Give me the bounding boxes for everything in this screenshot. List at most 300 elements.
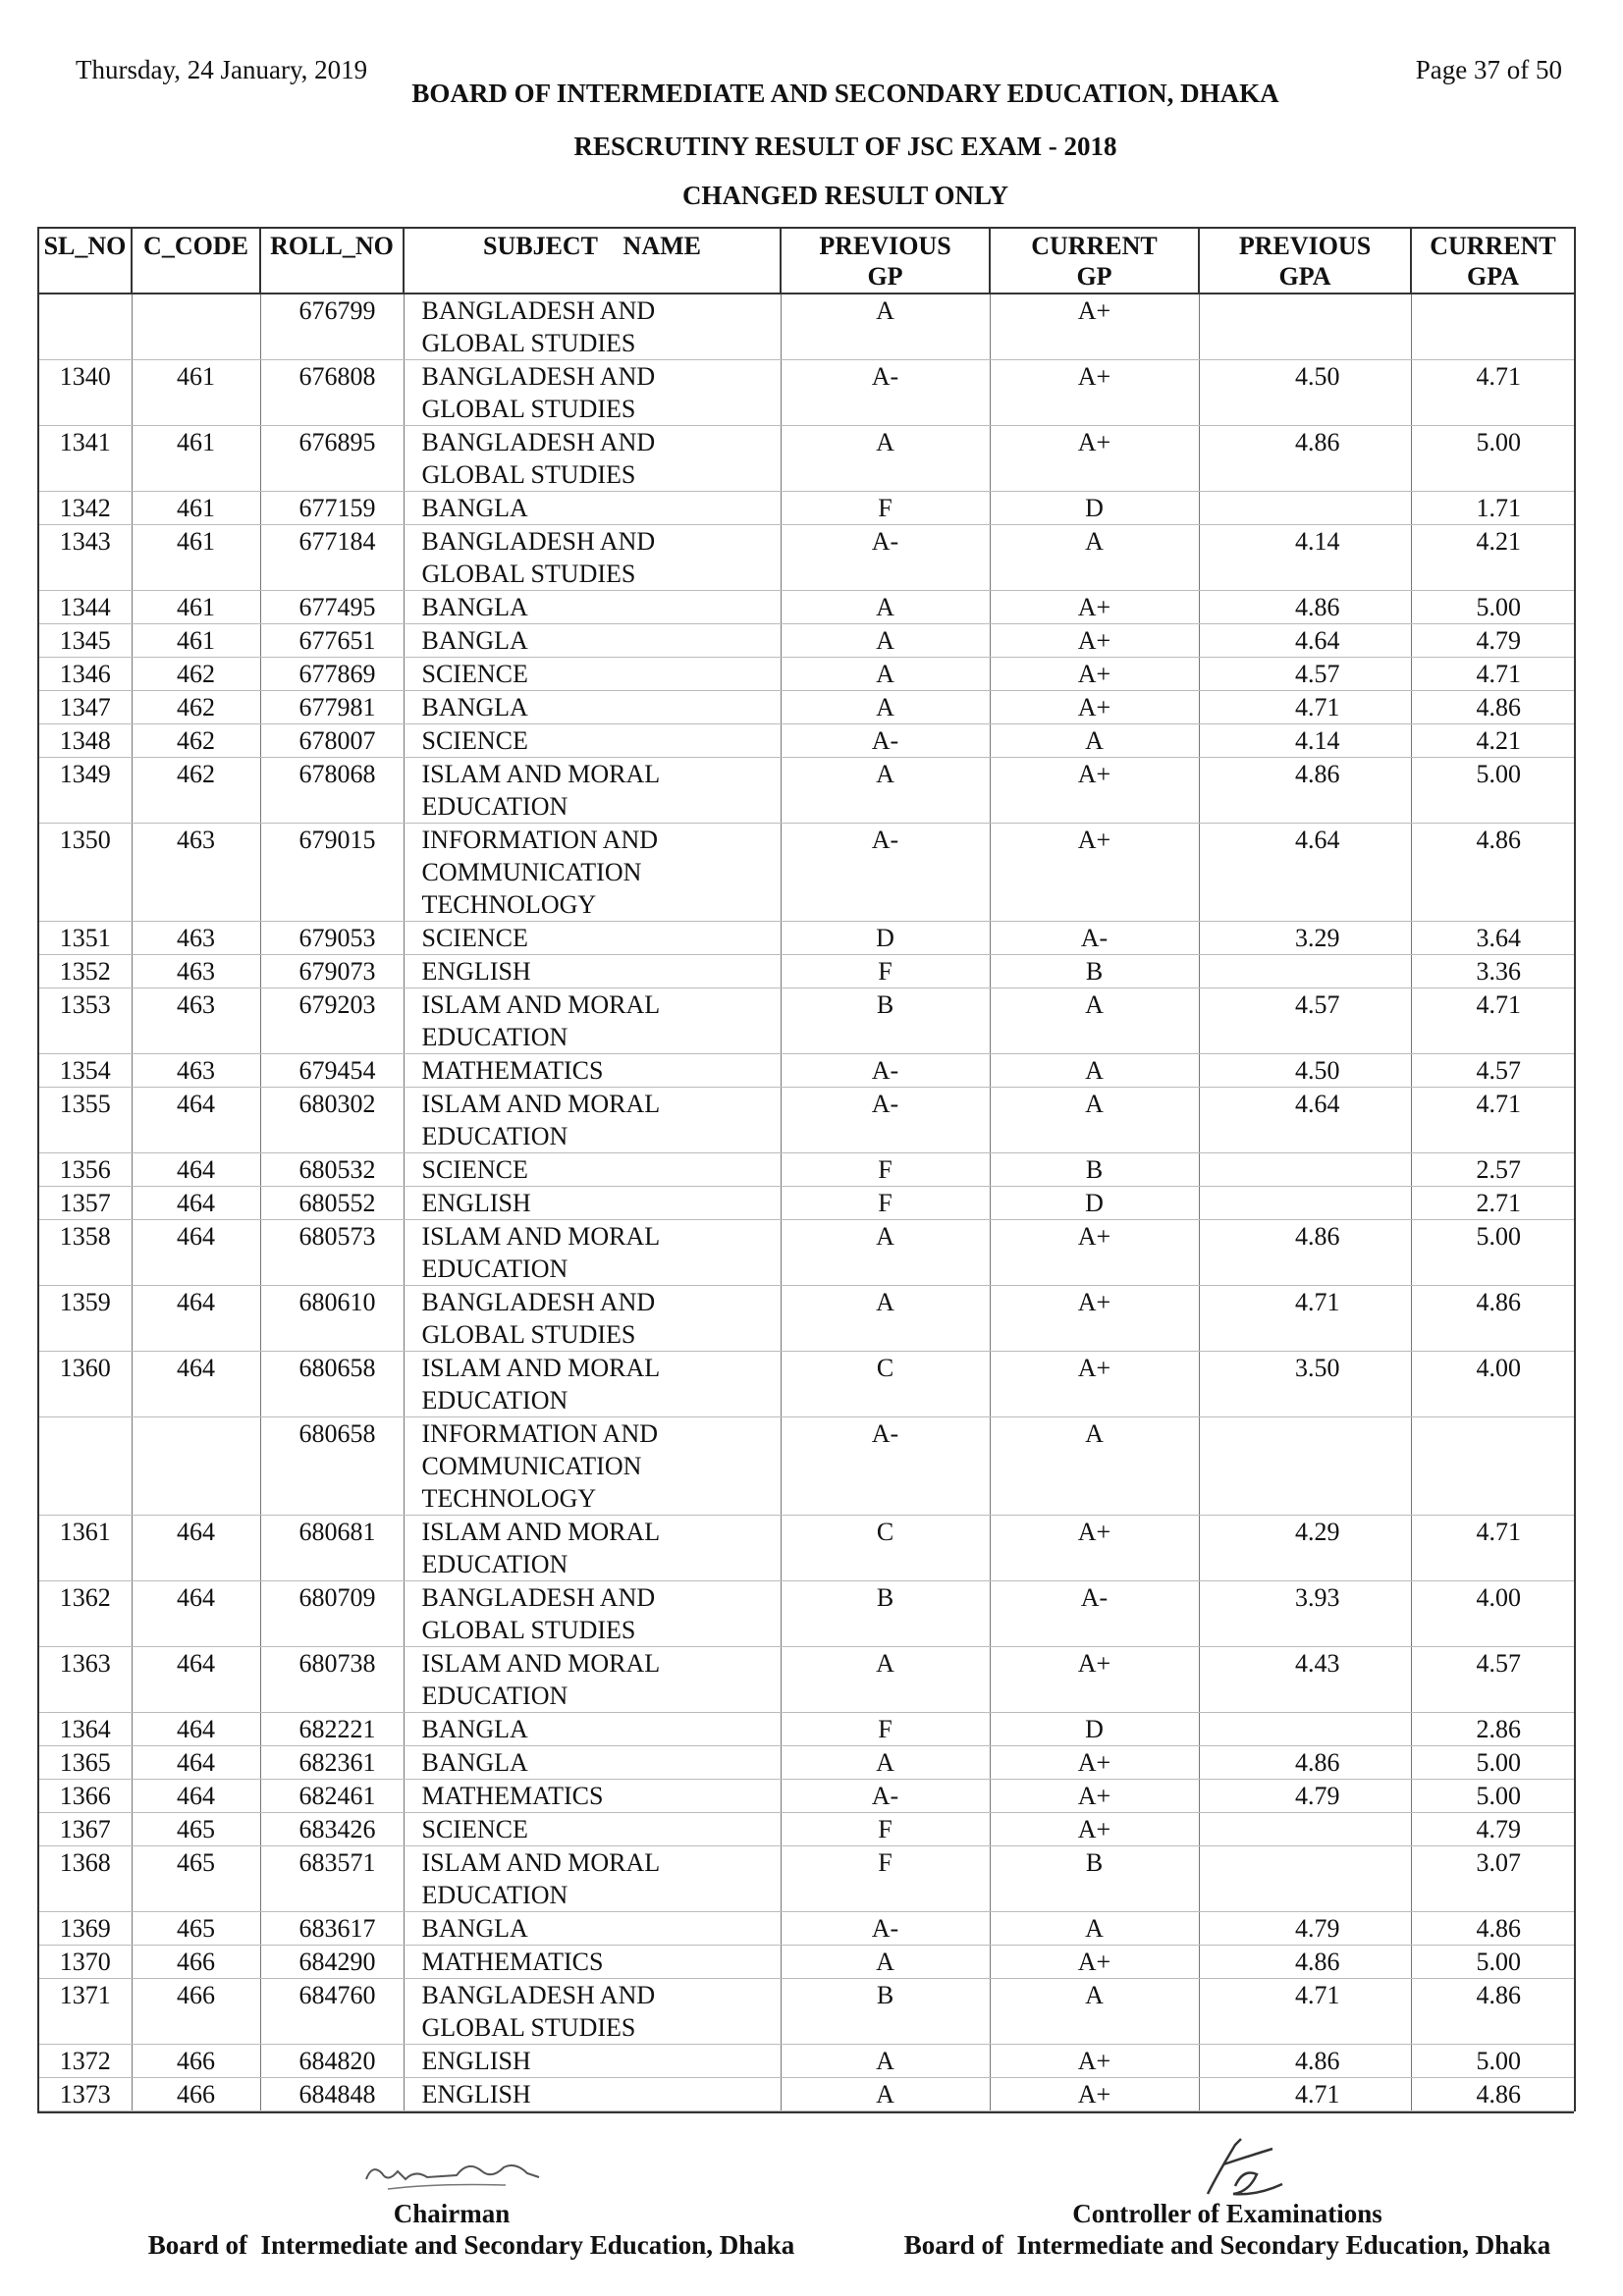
previous-gpa-cell: 4.43 bbox=[1199, 1647, 1411, 1713]
sl-no-cell: 1351 bbox=[38, 922, 132, 955]
roll-no-cell: 679203 bbox=[260, 988, 404, 1054]
previous-gpa-cell bbox=[1199, 294, 1411, 360]
subject-name-cell bbox=[404, 1746, 781, 1780]
c-code-cell: 466 bbox=[132, 1979, 260, 2045]
current-gp-cell: A+ bbox=[990, 591, 1199, 624]
previous-gpa-cell bbox=[1199, 1153, 1411, 1187]
previous-gpa-cell: 4.86 bbox=[1199, 1746, 1411, 1780]
subject-name-line: ISLAM AND MORAL bbox=[421, 1222, 661, 1251]
previous-gp-cell: F bbox=[781, 955, 990, 988]
table-row bbox=[38, 492, 1575, 525]
previous-gpa-cell: 4.64 bbox=[1199, 824, 1411, 922]
current-gpa-cell: 5.00 bbox=[1411, 1220, 1575, 1286]
sl-no-cell: 1352 bbox=[38, 955, 132, 988]
sl-no-cell bbox=[38, 1417, 132, 1516]
current-gpa-cell: 5.00 bbox=[1411, 758, 1575, 824]
previous-gp-cell: A bbox=[781, 1746, 990, 1780]
current-gpa-cell: 5.00 bbox=[1411, 2045, 1575, 2078]
roll-no-cell: 680610 bbox=[260, 1286, 404, 1352]
previous-gp-cell: B bbox=[781, 1581, 990, 1647]
current-gpa-cell: 4.79 bbox=[1411, 1813, 1575, 1846]
subject-name-line: BANGLADESH AND bbox=[421, 527, 656, 556]
table-row bbox=[38, 1912, 1575, 1946]
table-row bbox=[38, 1187, 1575, 1220]
current-gpa-cell bbox=[1411, 1417, 1575, 1516]
table-row bbox=[38, 824, 1575, 922]
sl-no-cell: 1358 bbox=[38, 1220, 132, 1286]
previous-gp-cell: F bbox=[781, 1187, 990, 1220]
previous-gpa-cell: 4.71 bbox=[1199, 1979, 1411, 2045]
previous-gp-cell: B bbox=[781, 988, 990, 1054]
roll-no-cell: 679454 bbox=[260, 1054, 404, 1088]
roll-no-cell: 682461 bbox=[260, 1780, 404, 1813]
previous-gp-cell: A bbox=[781, 691, 990, 724]
current-gp-cell: A+ bbox=[990, 1286, 1199, 1352]
current-gp-cell: A+ bbox=[990, 294, 1199, 360]
current-gpa-cell: 3.07 bbox=[1411, 1846, 1575, 1912]
previous-gp-cell: F bbox=[781, 1713, 990, 1746]
board-title: BOARD OF INTERMEDIATE AND SECONDARY EDUCATION, DHAKA bbox=[411, 79, 1279, 108]
subject-name-cell bbox=[404, 525, 781, 591]
previous-gpa-cell bbox=[1199, 1417, 1411, 1516]
current-gpa-cell: 5.00 bbox=[1411, 1780, 1575, 1813]
sl-no-cell: 1345 bbox=[38, 624, 132, 658]
current-gpa-cell bbox=[1411, 294, 1575, 360]
previous-gp-cell: C bbox=[781, 1516, 990, 1581]
header-previous-gpa bbox=[1199, 228, 1411, 294]
subject-name-line: ISLAM AND MORAL bbox=[421, 1518, 661, 1546]
previous-gp-cell: A- bbox=[781, 1912, 990, 1946]
previous-gp-cell: A bbox=[781, 1220, 990, 1286]
roll-no-cell: 680302 bbox=[260, 1088, 404, 1153]
subject-name-line: SCIENCE bbox=[421, 660, 528, 688]
subject-name-cell bbox=[404, 2078, 781, 2111]
table-row bbox=[38, 988, 1575, 1054]
subject-name-line: MATHEMATICS bbox=[421, 1948, 604, 1976]
current-gp-cell: A bbox=[990, 1054, 1199, 1088]
subject-name-cell bbox=[404, 1054, 781, 1088]
current-gpa-cell: 5.00 bbox=[1411, 426, 1575, 492]
sl-no-cell: 1368 bbox=[38, 1846, 132, 1912]
controller-board: Board of Intermediate and Secondary Education, Dhaka bbox=[903, 2230, 1551, 2260]
previous-gpa-cell bbox=[1199, 1187, 1411, 1220]
roll-no-cell: 676895 bbox=[260, 426, 404, 492]
previous-gpa-cell: 4.71 bbox=[1199, 2078, 1411, 2111]
sl-no-cell: 1346 bbox=[38, 658, 132, 691]
table-row bbox=[38, 1153, 1575, 1187]
sl-no-cell: 1362 bbox=[38, 1581, 132, 1647]
subject-name-cell bbox=[404, 1780, 781, 1813]
sl-no-cell: 1349 bbox=[38, 758, 132, 824]
header-current-gpa bbox=[1411, 228, 1575, 294]
subject-name-cell bbox=[404, 360, 781, 426]
subject-name-cell bbox=[404, 1417, 781, 1516]
c-code-cell: 466 bbox=[132, 1946, 260, 1979]
subject-name-line: GLOBAL STUDIES bbox=[421, 2013, 636, 2042]
previous-gp-cell: A bbox=[781, 426, 990, 492]
table-row bbox=[38, 758, 1575, 824]
subject-name-cell bbox=[404, 426, 781, 492]
previous-gp-cell: A- bbox=[781, 1780, 990, 1813]
table-row bbox=[38, 1088, 1575, 1153]
current-gp-cell: A+ bbox=[990, 1780, 1199, 1813]
table-row bbox=[38, 658, 1575, 691]
sl-no-cell: 1354 bbox=[38, 1054, 132, 1088]
c-code-cell: 464 bbox=[132, 1153, 260, 1187]
current-gpa-cell: 4.57 bbox=[1411, 1647, 1575, 1713]
subject-name-line: GLOBAL STUDIES bbox=[421, 560, 636, 588]
previous-gp-cell: A- bbox=[781, 1054, 990, 1088]
controller-signature bbox=[1188, 2135, 1296, 2204]
c-code-cell: 461 bbox=[132, 624, 260, 658]
sl-no-cell: 1361 bbox=[38, 1516, 132, 1581]
sl-no-cell: 1367 bbox=[38, 1813, 132, 1846]
subject-name-line: GLOBAL STUDIES bbox=[421, 1616, 636, 1644]
subject-name-line: GLOBAL STUDIES bbox=[421, 1320, 636, 1349]
current-gp-cell: B bbox=[990, 1153, 1199, 1187]
c-code-cell: 462 bbox=[132, 758, 260, 824]
c-code-cell: 461 bbox=[132, 525, 260, 591]
subject-name-line: EDUCATION bbox=[421, 1550, 568, 1578]
current-gp-cell: A+ bbox=[990, 426, 1199, 492]
subject-name-cell bbox=[404, 492, 781, 525]
previous-gp-cell: A- bbox=[781, 525, 990, 591]
previous-gp-cell: A bbox=[781, 758, 990, 824]
current-gp-cell: D bbox=[990, 1187, 1199, 1220]
subject-name-cell bbox=[404, 1088, 781, 1153]
subject-name-line: MATHEMATICS bbox=[421, 1782, 604, 1810]
current-gpa-cell: 3.64 bbox=[1411, 922, 1575, 955]
table-row bbox=[38, 2078, 1575, 2111]
roll-no-cell: 679073 bbox=[260, 955, 404, 988]
previous-gpa-cell: 4.86 bbox=[1199, 2045, 1411, 2078]
previous-gpa-cell: 4.86 bbox=[1199, 591, 1411, 624]
roll-no-cell: 676799 bbox=[260, 294, 404, 360]
current-gp-cell: A+ bbox=[990, 691, 1199, 724]
table-row bbox=[38, 922, 1575, 955]
current-gpa-cell: 4.71 bbox=[1411, 360, 1575, 426]
current-gpa-cell: 4.86 bbox=[1411, 691, 1575, 724]
table-row bbox=[38, 1054, 1575, 1088]
result-note: CHANGED RESULT ONLY bbox=[681, 181, 1009, 210]
current-gpa-cell: 4.86 bbox=[1411, 824, 1575, 922]
chairman-board: Board of Intermediate and Secondary Education, Dhaka bbox=[147, 2230, 795, 2260]
page-number: Page 37 of 50 bbox=[1415, 55, 1562, 84]
subject-name-cell bbox=[404, 1813, 781, 1846]
c-code-cell: 465 bbox=[132, 1912, 260, 1946]
previous-gpa-cell bbox=[1199, 955, 1411, 988]
subject-name-cell bbox=[404, 1647, 781, 1713]
sl-no-cell bbox=[38, 294, 132, 360]
subject-name-cell bbox=[404, 1581, 781, 1647]
roll-no-cell: 677184 bbox=[260, 525, 404, 591]
current-gp-cell: A- bbox=[990, 922, 1199, 955]
roll-no-cell: 684820 bbox=[260, 2045, 404, 2078]
sl-no-cell: 1343 bbox=[38, 525, 132, 591]
previous-gp-cell: C bbox=[781, 1352, 990, 1417]
roll-no-cell: 678068 bbox=[260, 758, 404, 824]
c-code-cell: 466 bbox=[132, 2078, 260, 2111]
previous-gpa-cell: 4.14 bbox=[1199, 724, 1411, 758]
table-header-row bbox=[38, 228, 1575, 294]
table-row bbox=[38, 1647, 1575, 1713]
table-row bbox=[38, 624, 1575, 658]
c-code-cell: 461 bbox=[132, 591, 260, 624]
subject-name-line: BANGLA bbox=[421, 1914, 528, 1943]
subject-name-line: ISLAM AND MORAL bbox=[421, 760, 661, 788]
current-gpa-cell: 2.71 bbox=[1411, 1187, 1575, 1220]
sl-no-cell: 1348 bbox=[38, 724, 132, 758]
header-current-gpa-line1: CURRENT bbox=[1430, 232, 1556, 260]
previous-gpa-cell: 4.64 bbox=[1199, 624, 1411, 658]
previous-gp-cell: A bbox=[781, 624, 990, 658]
c-code-cell: 463 bbox=[132, 1054, 260, 1088]
table-row bbox=[38, 294, 1575, 360]
subject-name-line: INFORMATION AND bbox=[421, 1419, 659, 1448]
sl-no-cell: 1370 bbox=[38, 1946, 132, 1979]
previous-gpa-cell bbox=[1199, 1713, 1411, 1746]
c-code-cell: 464 bbox=[132, 1187, 260, 1220]
header-previous-gpa-line2: GPA bbox=[1278, 262, 1331, 291]
roll-no-cell: 680532 bbox=[260, 1153, 404, 1187]
report-date: Thursday, 24 January, 2019 bbox=[76, 55, 368, 84]
subject-name-cell bbox=[404, 1979, 781, 2045]
previous-gpa-cell: 4.86 bbox=[1199, 1220, 1411, 1286]
previous-gp-cell: A bbox=[781, 2078, 990, 2111]
subject-name-line: EDUCATION bbox=[421, 792, 568, 821]
previous-gpa-cell: 4.86 bbox=[1199, 758, 1411, 824]
roll-no-cell: 677495 bbox=[260, 591, 404, 624]
subject-name-cell bbox=[404, 758, 781, 824]
c-code-cell: 462 bbox=[132, 658, 260, 691]
subject-name-cell bbox=[404, 1220, 781, 1286]
sl-no-cell: 1353 bbox=[38, 988, 132, 1054]
table-row bbox=[38, 525, 1575, 591]
current-gpa-cell: 5.00 bbox=[1411, 1946, 1575, 1979]
previous-gpa-cell: 4.57 bbox=[1199, 988, 1411, 1054]
roll-no-cell: 682221 bbox=[260, 1713, 404, 1746]
subject-name-cell bbox=[404, 691, 781, 724]
current-gpa-cell: 4.00 bbox=[1411, 1352, 1575, 1417]
previous-gp-cell: A bbox=[781, 294, 990, 360]
c-code-cell: 463 bbox=[132, 988, 260, 1054]
current-gp-cell: A+ bbox=[990, 1220, 1199, 1286]
table-body bbox=[38, 294, 1575, 2111]
subject-name-line: EDUCATION bbox=[421, 1682, 568, 1710]
current-gp-cell: D bbox=[990, 1713, 1199, 1746]
table-row bbox=[38, 1746, 1575, 1780]
subject-name-line: ENGLISH bbox=[421, 1189, 531, 1217]
subject-name-line: BANGLADESH AND bbox=[421, 1288, 656, 1316]
current-gp-cell: B bbox=[990, 955, 1199, 988]
current-gp-cell: A+ bbox=[990, 2045, 1199, 2078]
previous-gpa-cell: 4.29 bbox=[1199, 1516, 1411, 1581]
current-gp-cell: A bbox=[990, 1088, 1199, 1153]
current-gpa-cell: 5.00 bbox=[1411, 1746, 1575, 1780]
c-code-cell: 461 bbox=[132, 360, 260, 426]
header-current-gp-line2: GP bbox=[1076, 262, 1112, 291]
subject-name-line: BANGLADESH AND bbox=[421, 428, 656, 456]
subject-name-line: BANGLA bbox=[421, 693, 528, 721]
header-c-code: C_CODE bbox=[132, 228, 260, 294]
sl-no-cell: 1357 bbox=[38, 1187, 132, 1220]
table-row bbox=[38, 1813, 1575, 1846]
c-code-cell bbox=[132, 294, 260, 360]
c-code-cell: 464 bbox=[132, 1286, 260, 1352]
subject-name-line: MATHEMATICS bbox=[421, 1056, 604, 1085]
header-sl-no: SL_NO bbox=[38, 228, 132, 294]
roll-no-cell: 682361 bbox=[260, 1746, 404, 1780]
table-row bbox=[38, 1286, 1575, 1352]
subject-name-line: SCIENCE bbox=[421, 924, 528, 952]
current-gpa-cell: 4.71 bbox=[1411, 988, 1575, 1054]
header-current-gp-line1: CURRENT bbox=[1031, 232, 1158, 260]
roll-no-cell: 677981 bbox=[260, 691, 404, 724]
roll-no-cell: 678007 bbox=[260, 724, 404, 758]
subject-name-cell bbox=[404, 1516, 781, 1581]
sl-no-cell: 1341 bbox=[38, 426, 132, 492]
subject-name-cell bbox=[404, 294, 781, 360]
roll-no-cell: 680552 bbox=[260, 1187, 404, 1220]
table-row bbox=[38, 955, 1575, 988]
current-gp-cell: A bbox=[990, 1979, 1199, 2045]
subject-name-line: EDUCATION bbox=[421, 1881, 568, 1909]
current-gp-cell: A+ bbox=[990, 2078, 1199, 2111]
previous-gpa-cell bbox=[1199, 1813, 1411, 1846]
sl-no-cell: 1360 bbox=[38, 1352, 132, 1417]
subject-name-cell bbox=[404, 1713, 781, 1746]
previous-gp-cell: A- bbox=[781, 1088, 990, 1153]
subject-name-line: BANGLA bbox=[421, 593, 528, 621]
previous-gpa-cell: 4.71 bbox=[1199, 691, 1411, 724]
subject-name-line: ENGLISH bbox=[421, 2047, 531, 2075]
exam-title: RESCRUTINY RESULT OF JSC EXAM - 2018 bbox=[573, 132, 1117, 161]
header-subject-name: SUBJECT NAME bbox=[404, 228, 781, 294]
current-gp-cell: A bbox=[990, 988, 1199, 1054]
roll-no-cell: 684760 bbox=[260, 1979, 404, 2045]
current-gpa-cell: 5.00 bbox=[1411, 591, 1575, 624]
subject-name-cell bbox=[404, 724, 781, 758]
c-code-cell: 464 bbox=[132, 1746, 260, 1780]
current-gp-cell: A bbox=[990, 1912, 1199, 1946]
c-code-cell: 461 bbox=[132, 492, 260, 525]
c-code-cell: 462 bbox=[132, 724, 260, 758]
subject-name-line: BANGLADESH AND bbox=[421, 1981, 656, 2009]
previous-gp-cell: A bbox=[781, 2045, 990, 2078]
previous-gpa-cell bbox=[1199, 1846, 1411, 1912]
current-gp-cell: A bbox=[990, 525, 1199, 591]
roll-no-cell: 680709 bbox=[260, 1581, 404, 1647]
subject-name-line: EDUCATION bbox=[421, 1255, 568, 1283]
table-row bbox=[38, 1417, 1575, 1516]
header-previous-gp-line1: PREVIOUS bbox=[819, 232, 951, 260]
current-gp-cell: A+ bbox=[990, 1647, 1199, 1713]
previous-gp-cell: A bbox=[781, 1946, 990, 1979]
roll-no-cell: 683426 bbox=[260, 1813, 404, 1846]
header-current-gpa-line2: GPA bbox=[1467, 262, 1519, 291]
previous-gpa-cell: 4.79 bbox=[1199, 1780, 1411, 1813]
current-gp-cell: A+ bbox=[990, 360, 1199, 426]
subject-name-line: SCIENCE bbox=[421, 726, 528, 755]
sl-no-cell: 1371 bbox=[38, 1979, 132, 2045]
previous-gpa-cell: 4.64 bbox=[1199, 1088, 1411, 1153]
current-gpa-cell: 4.57 bbox=[1411, 1054, 1575, 1088]
sl-no-cell: 1365 bbox=[38, 1746, 132, 1780]
c-code-cell: 464 bbox=[132, 1647, 260, 1713]
previous-gpa-cell: 4.71 bbox=[1199, 1286, 1411, 1352]
subject-name-cell bbox=[404, 624, 781, 658]
subject-name-cell bbox=[404, 1946, 781, 1979]
current-gp-cell: A+ bbox=[990, 658, 1199, 691]
table-row bbox=[38, 1780, 1575, 1813]
sl-no-cell: 1344 bbox=[38, 591, 132, 624]
c-code-cell: 465 bbox=[132, 1813, 260, 1846]
c-code-cell bbox=[132, 1417, 260, 1516]
roll-no-cell: 680658 bbox=[260, 1352, 404, 1417]
subject-name-line: ISLAM AND MORAL bbox=[421, 990, 661, 1019]
results-table bbox=[37, 227, 1576, 2111]
previous-gpa-cell: 4.14 bbox=[1199, 525, 1411, 591]
previous-gp-cell: F bbox=[781, 492, 990, 525]
c-code-cell: 466 bbox=[132, 2045, 260, 2078]
current-gpa-cell: 4.71 bbox=[1411, 1088, 1575, 1153]
current-gp-cell: A+ bbox=[990, 1746, 1199, 1780]
sl-no-cell: 1373 bbox=[38, 2078, 132, 2111]
subject-name-cell bbox=[404, 1187, 781, 1220]
previous-gp-cell: F bbox=[781, 1846, 990, 1912]
previous-gpa-cell: 4.86 bbox=[1199, 1946, 1411, 1979]
subject-name-line: TECHNOLOGY bbox=[421, 1484, 597, 1513]
sl-no-cell: 1355 bbox=[38, 1088, 132, 1153]
c-code-cell: 463 bbox=[132, 922, 260, 955]
previous-gpa-cell bbox=[1199, 492, 1411, 525]
chairman-title: Chairman bbox=[393, 2199, 511, 2228]
c-code-cell: 464 bbox=[132, 1088, 260, 1153]
subject-name-line: BANGLA bbox=[421, 1748, 528, 1777]
current-gpa-cell: 3.36 bbox=[1411, 955, 1575, 988]
subject-name-line: BANGLA bbox=[421, 1715, 528, 1743]
roll-no-cell: 677159 bbox=[260, 492, 404, 525]
subject-name-line: GLOBAL STUDIES bbox=[421, 460, 636, 489]
previous-gpa-cell: 4.79 bbox=[1199, 1912, 1411, 1946]
subject-name-cell bbox=[404, 988, 781, 1054]
table-row bbox=[38, 1979, 1575, 2045]
table-row bbox=[38, 691, 1575, 724]
subject-name-line: SCIENCE bbox=[421, 1815, 528, 1843]
c-code-cell: 464 bbox=[132, 1713, 260, 1746]
roll-no-cell: 680681 bbox=[260, 1516, 404, 1581]
table-row bbox=[38, 426, 1575, 492]
sl-no-cell: 1350 bbox=[38, 824, 132, 922]
previous-gp-cell: A- bbox=[781, 724, 990, 758]
subject-name-line: BANGLADESH AND bbox=[421, 296, 656, 325]
previous-gp-cell: A bbox=[781, 658, 990, 691]
previous-gp-cell: A- bbox=[781, 360, 990, 426]
c-code-cell: 464 bbox=[132, 1516, 260, 1581]
previous-gpa-cell: 4.50 bbox=[1199, 1054, 1411, 1088]
subject-name-cell bbox=[404, 591, 781, 624]
previous-gp-cell: F bbox=[781, 1813, 990, 1846]
subject-name-line: BANGLA bbox=[421, 494, 528, 522]
table-row bbox=[38, 360, 1575, 426]
c-code-cell: 463 bbox=[132, 824, 260, 922]
subject-name-line: EDUCATION bbox=[421, 1386, 568, 1415]
subject-name-line: ENGLISH bbox=[421, 2080, 531, 2109]
c-code-cell: 462 bbox=[132, 691, 260, 724]
roll-no-cell: 680573 bbox=[260, 1220, 404, 1286]
sl-no-cell: 1359 bbox=[38, 1286, 132, 1352]
sl-no-cell: 1369 bbox=[38, 1912, 132, 1946]
